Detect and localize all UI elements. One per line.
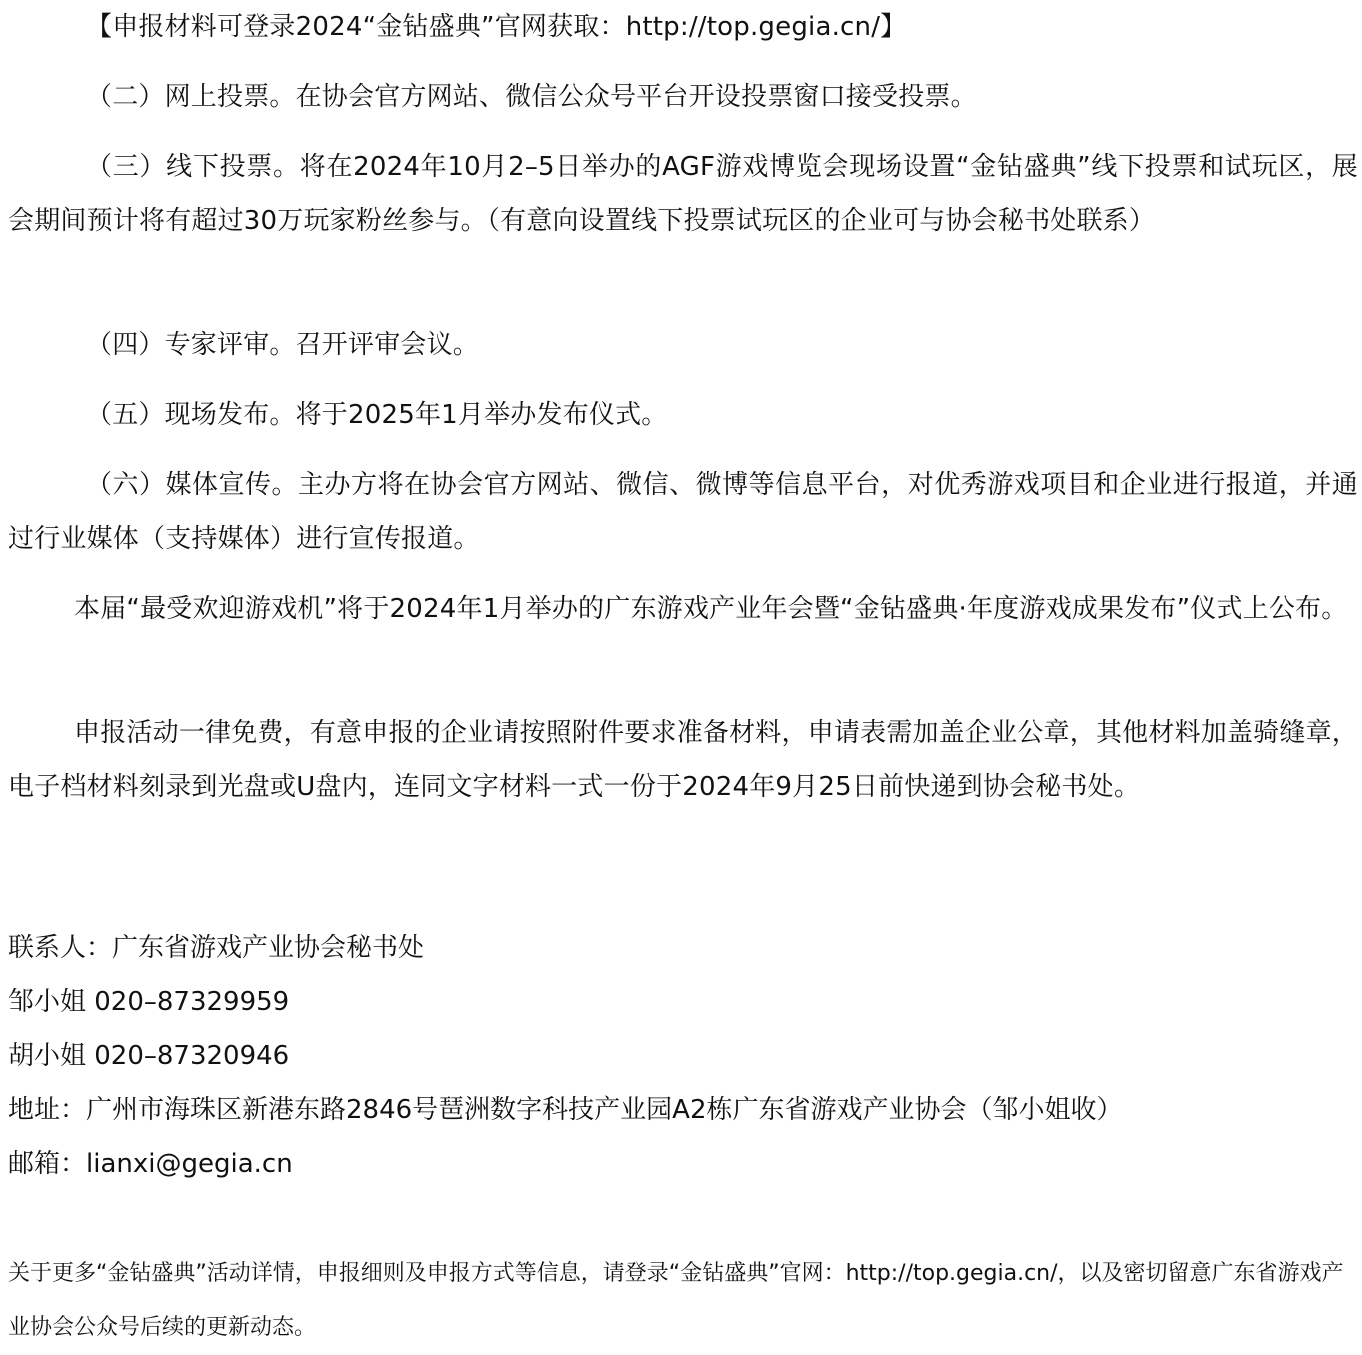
announcement-paragraph: 本届“最受欢迎游戏机”将于2024年1月举办的广东游戏产业年会暨“金钻盛典·年度游戏成果发布”仪式上公布。 bbox=[74, 594, 1348, 624]
offline-voting-paragraph: （三）线下投票。将在2024年10月2–5日举办的AGF游戏博览会现场设置“金钻盛典”线下投票和试玩区，展会期间预计将有超过30万玩家粉丝参与。（有意向设置线下投票试玩区的企业可与协会秘书处联系） bbox=[8, 152, 1358, 236]
footer-note: 关于更多“金钻盛典”活动详情，申报细则及申报方式等信息，请登录“金钻盛典”官网：http://top.gegia.cn/，以及密切留意广东省游戏产业协会公众号后续的更新动态。 bbox=[8, 1261, 1344, 1340]
contact-person: 联系人：广东省游戏产业协会秘书处 bbox=[8, 933, 425, 963]
contact-phone-2: 胡小姐 020–87320946 bbox=[8, 1041, 290, 1071]
submission-paragraph: 申报活动一律免费，有意申报的企业请按照附件要求准备材料，申请表需加盖企业公章，其他材料加盖骑缝章，电子档材料刻录到光盘或U盘内，连同文字材料一式一份于2024年9月25日前快递到协会秘书处。 bbox=[8, 718, 1358, 802]
media-promotion-paragraph: （六）媒体宣传。主办方将在协会官方网站、微信、微博等信息平台，对优秀游戏项目和企业进行报道，并通过行业媒体（支持媒体）进行宣传报道。 bbox=[8, 470, 1358, 554]
contact-address: 地址：广州市海珠区新港东路2846号琶洲数字科技产业园A2栋广东省游戏产业协会（邹小姐收） bbox=[8, 1095, 1123, 1125]
contact-email[interactable]: 邮箱：lianxi@gegia.cn bbox=[8, 1149, 293, 1179]
materials-link-paragraph[interactable]: 【申报材料可登录2024“金钻盛典”官网获取：http://top.gegia.cn/】 bbox=[86, 12, 907, 42]
live-release-paragraph: （五）现场发布。将于2025年1月举办发布仪式。 bbox=[86, 400, 668, 430]
online-voting-paragraph: （二）网上投票。在协会官方网站、微信公众号平台开设投票窗口接受投票。 bbox=[86, 82, 977, 112]
contact-phone-1: 邹小姐 020–87329959 bbox=[8, 987, 290, 1017]
expert-review-paragraph: （四）专家评审。召开评审会议。 bbox=[86, 330, 480, 360]
